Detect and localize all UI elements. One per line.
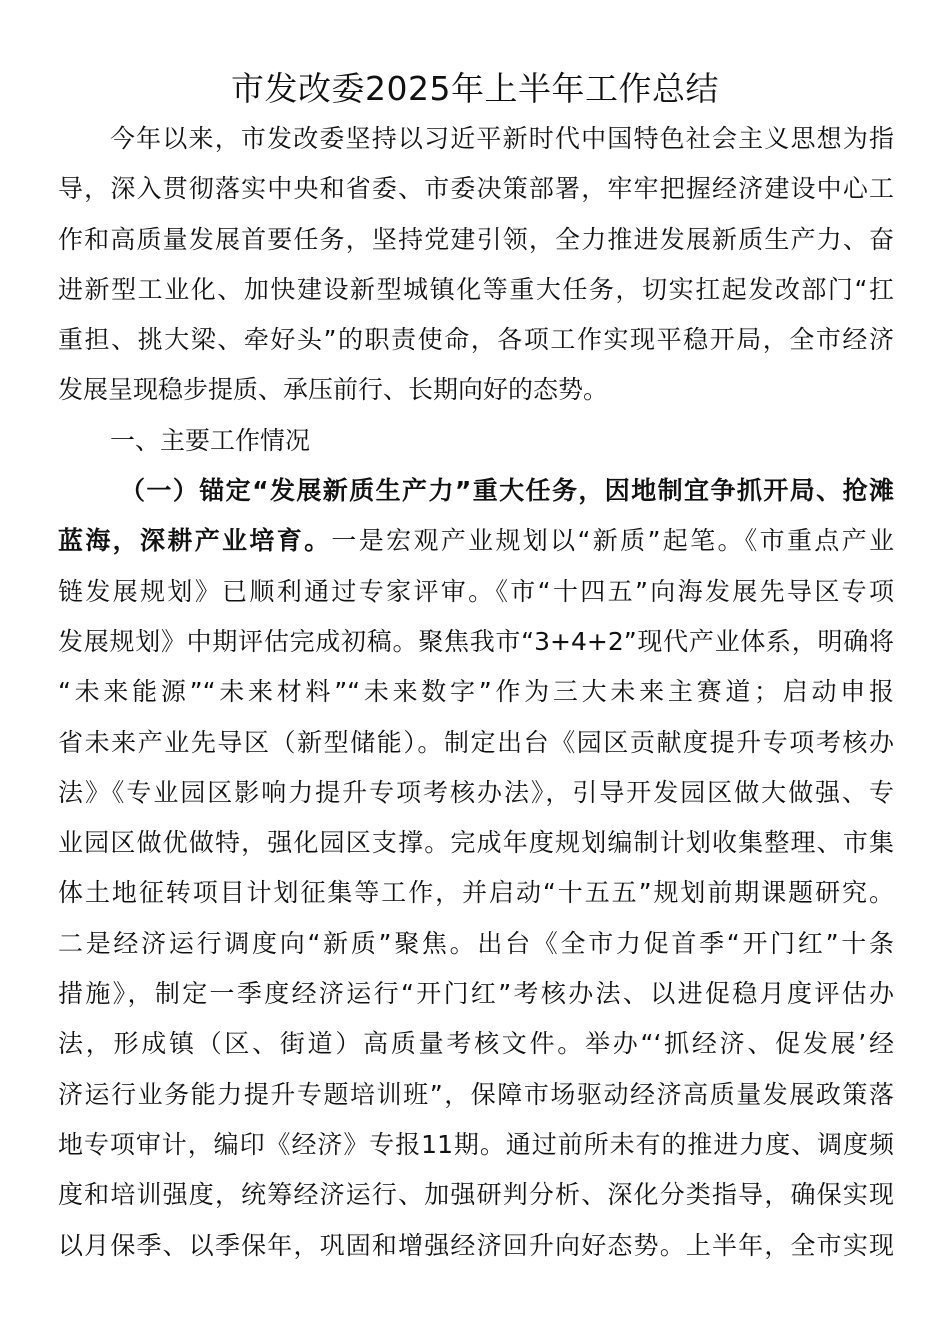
intro-line: 导，深入贯彻落实中央和省委、市委决策部署，牢牢把握经济建设中心工 [58, 174, 894, 204]
subsection-text-start: 一是宏观产业规划以“新质”起笔。《市重点产业 [331, 526, 894, 556]
paragraph-line: 以月保季、以季保年，巩固和增强经济回升向好态势。上半年，全市实现 [58, 1230, 894, 1260]
intro-line: 重担、挑大梁、牵好头”的职责使命，各项工作实现平稳开局，全市经济 [58, 325, 894, 355]
subsection-heading: （一）锚定“发展新质生产力”重大任务，因地制宜争抓开局、抢滩 [120, 476, 894, 506]
subsection-heading-bold-end: 蓝海，深耕产业培育。 [58, 526, 332, 556]
intro-line: 今年以来，市发改委坚持以习近平新时代中国特色社会主义思想为指 [110, 124, 894, 153]
paragraph-line: 措施》，制定一季度经济运行“开门红”考核办法、以进促稳月度评估办 [58, 979, 894, 1009]
paragraph-line: “未来能源”“未来材料”“未来数字”作为三大未来主赛道；启动申报 [58, 677, 894, 707]
intro-line: 作和高质量发展首要任务，坚持党建引领，全力推进发展新质生产力、奋 [58, 224, 894, 254]
subsection-heading-continued [58, 516, 894, 566]
paragraph-line: 业园区做优做特，强化园区支撑。完成年度规划编制计划收集整理、市集 [58, 828, 894, 858]
paragraph-line: 地专项审计，编印《经济》专报11期。通过前所未有的推进力度、调度频 [58, 1129, 894, 1159]
document-title: 市发改委2025年上半年工作总结 [231, 69, 719, 108]
paragraph-line: 度和培训强度，统筹经济运行、加强研判分析、深化分类指导，确保实现 [58, 1180, 894, 1210]
paragraph-line: 链发展规划》已顺利通过专家评审。《市“十四五”向海发展先导区专项 [58, 576, 894, 606]
section-heading: 一、主要工作情况 [110, 425, 311, 455]
document-body [58, 114, 894, 1271]
paragraph-line: 体土地征转项目计划征集等工作，并启动“十五五”规划前期课题研究。 [58, 878, 894, 908]
paragraph-line: 二是经济运行调度向“新质”聚焦。出台《全市力促首季“开门红”十条 [58, 928, 894, 958]
paragraph-line: 法》《专业园区影响力提升专项考核办法》，引导开发园区做大做强、专 [58, 777, 894, 807]
paragraph-line: 发展规划》中期评估完成初稿。聚焦我市“3+4+2”现代产业体系，明确将 [58, 626, 894, 656]
intro-line: 进新型工业化、加快建设新型城镇化等重大任务，切实扛起发改部门“扛 [58, 274, 894, 304]
intro-line: 发展呈现稳步提质、承压前行、长期向好的态势。 [58, 375, 609, 405]
paragraph-line: 济运行业务能力提升专题培训班”，保障市场驱动经济高质量发展政策落 [58, 1079, 894, 1109]
paragraph-line: 法，形成镇（区、街道）高质量考核文件。举办“‘抓经济、促发展’经 [58, 1029, 894, 1059]
paragraph-line: 省未来产业先导区（新型储能）。制定出台《园区贡献度提升专项考核办 [58, 727, 894, 757]
